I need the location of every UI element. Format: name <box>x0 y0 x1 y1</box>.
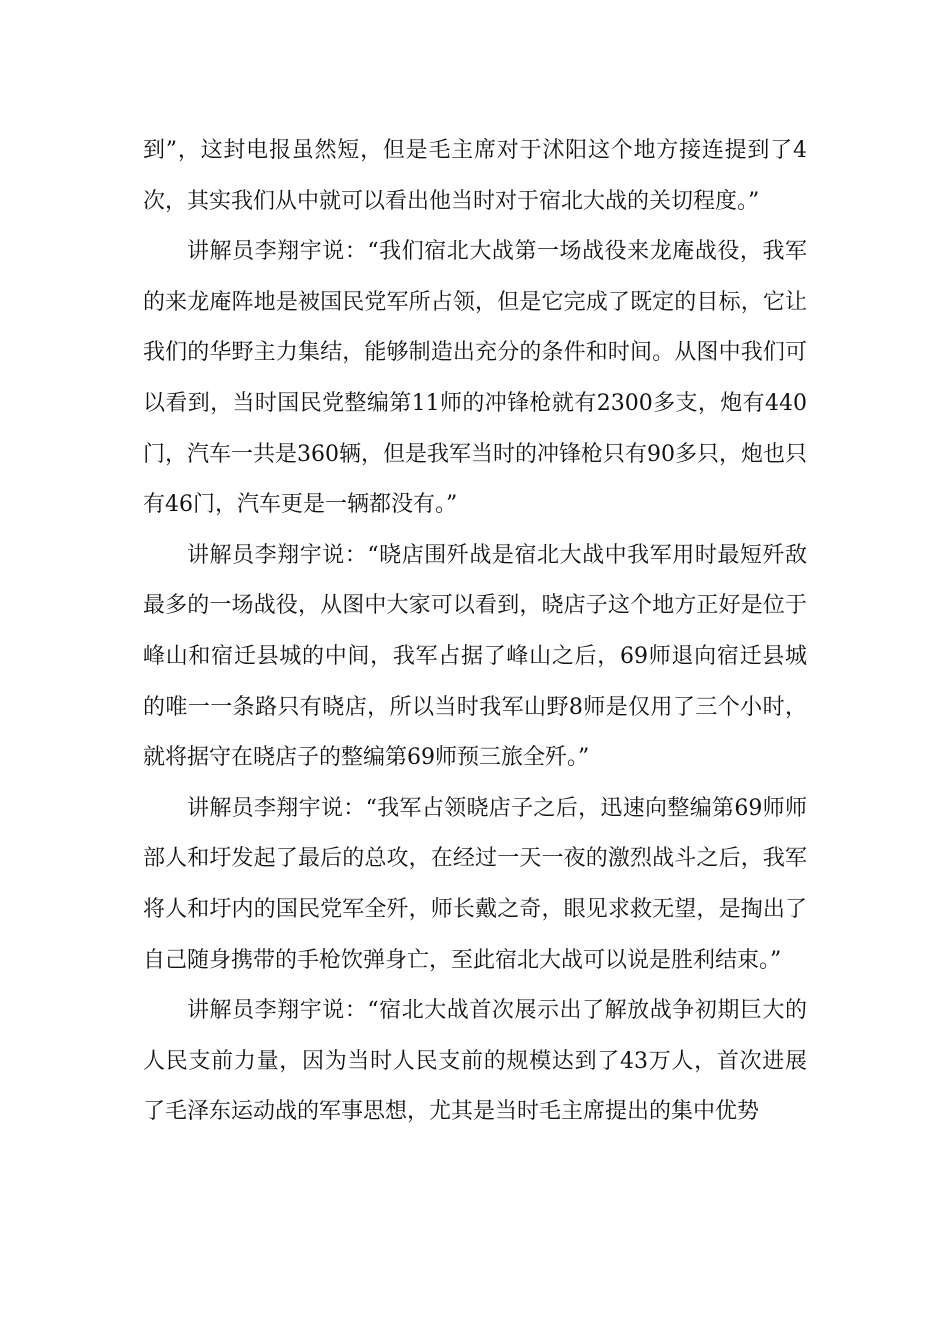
body-text <box>143 126 807 1138</box>
paragraph-1: 到”，这封电报虽然短，但是毛主席对于沭阳这个地方接连提到了4次，其实我们从中就可以看出他当时对于宿北大战的关切程度。” <box>143 138 807 214</box>
paragraph-4: 讲解员李翔宇说：“我军占领晓店子之后，迅速向整编第69师师部人和圩发起了最后的总攻，在经过一天一夜的激烈战斗之后，我军将人和圩内的国民党军全歼，师长戴之奇，眼见求救无望，是掏出了自己随身携带的手枪饮弹身亡，至此宿北大战可以说是胜利结束。” <box>143 795 807 973</box>
paragraph-5: 讲解员李翔宇说：“宿北大战首次展示出了解放战争初期巨大的人民支前力量，因为当时人民支前的规模达到了43万人，首次进展了毛泽东运动战的军事思想，尤其是当时毛主席提出的集中优势 <box>143 998 807 1125</box>
paragraph-2: 讲解员李翔宇说：“我们宿北大战第一场战役来龙庵战役，我军的来龙庵阵地是被国民党军所占领，但是它完成了既定的目标，它让我们的华野主力集结，能够制造出充分的条件和时间。从图中我们可以看到，当时国民党整编第11师的冲锋枪就有2300多支，炮有440门，汽车一共是360辆，但是我军当时的冲锋枪只有90多只，炮也只有46门，汽车更是一辆都没有。” <box>143 239 807 518</box>
paragraph-3: 讲解员李翔宇说：“晓店围歼战是宿北大战中我军用时最短歼敌最多的一场战役，从图中大家可以看到，晓店子这个地方正好是位于峰山和宿迁县城的中间，我军占据了峰山之后，69师退向宿迁县城的唯一一条路只有晓店，所以当时我军山野8师是仅用了三个小时，就将据守在晓店子的整编第69师预三旅全歼。” <box>143 542 807 771</box>
